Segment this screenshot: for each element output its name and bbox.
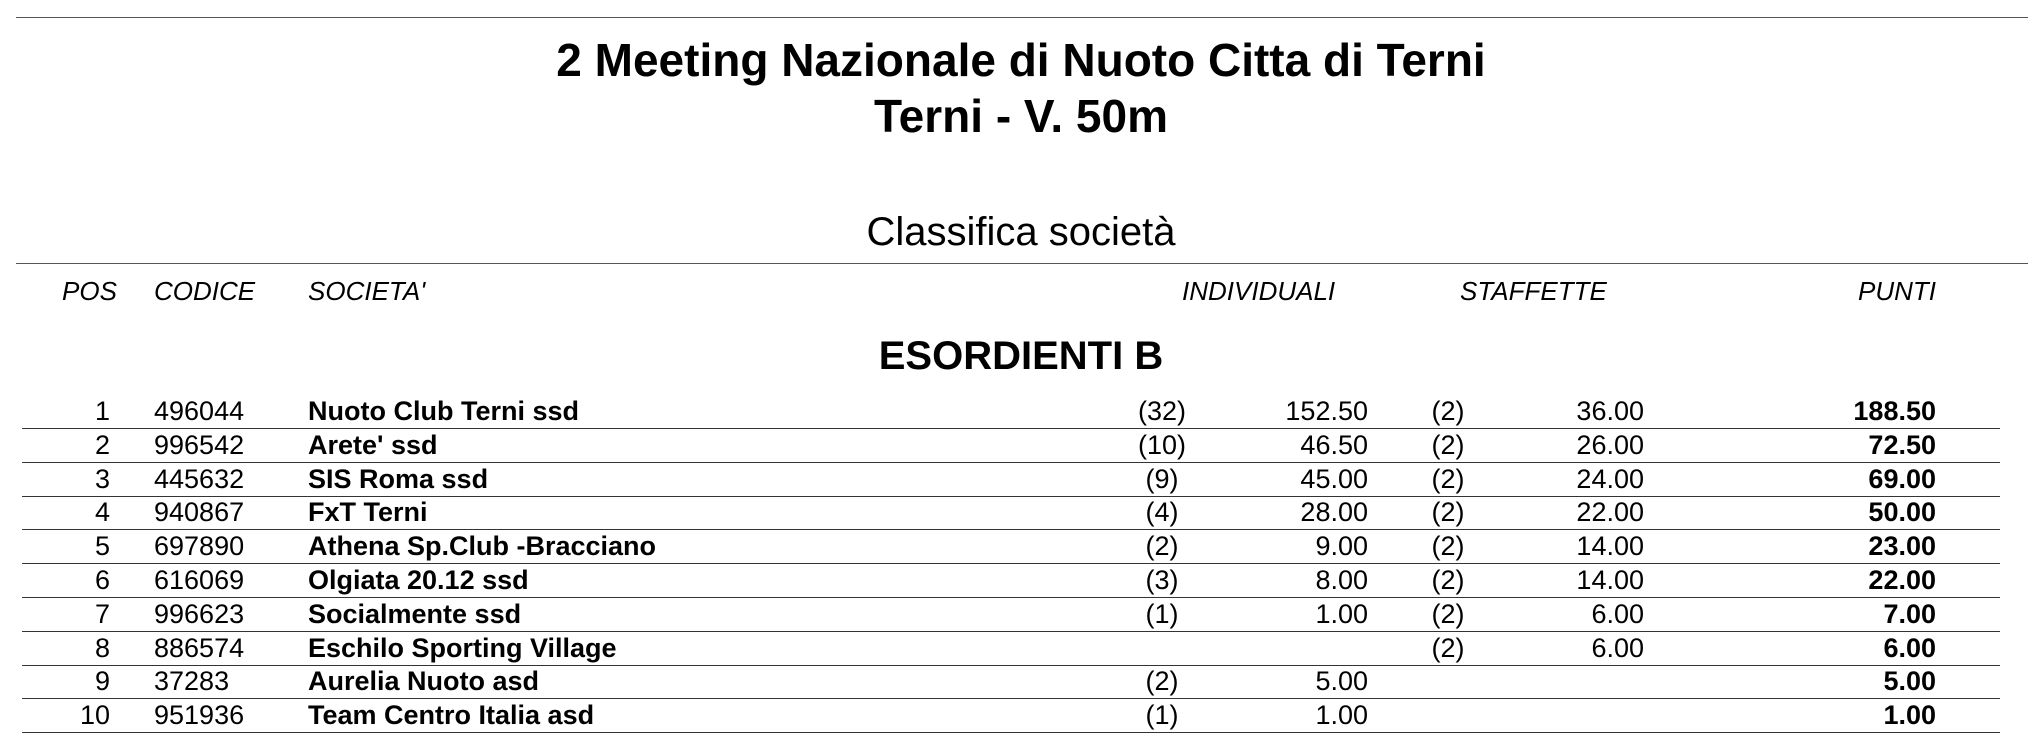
cell-total-points: 23.00 bbox=[1868, 531, 1936, 562]
cell-pos: 4 bbox=[94, 497, 110, 528]
cell-relay-points: 6.00 bbox=[1591, 598, 1644, 629]
col-header-individual: INDIVIDUALI bbox=[1182, 276, 1336, 306]
cell-club: FxT Terni bbox=[308, 497, 428, 528]
cell-individual-points: 1.00 bbox=[1315, 700, 1368, 731]
cell-individual-points: 152.50 bbox=[1285, 396, 1368, 426]
cell-pos: 9 bbox=[94, 666, 110, 697]
category-heading: ESORDIENTI B bbox=[878, 334, 1164, 378]
table-row bbox=[0, 394, 2042, 428]
cell-code: 951936 bbox=[154, 700, 245, 731]
cell-club: Olgiata 20.12 ssd bbox=[308, 565, 529, 595]
cell-club: Aurelia Nuoto asd bbox=[308, 666, 540, 697]
cell-club: Team Centro Italia asd bbox=[308, 700, 595, 731]
cell-club: Socialmente ssd bbox=[308, 598, 522, 629]
cell-relay-count: (2) bbox=[1431, 632, 1465, 663]
cell-relay-points: 26.00 bbox=[1576, 429, 1644, 460]
col-header-pos: POS bbox=[62, 276, 117, 306]
cell-club: SIS Roma ssd bbox=[308, 463, 489, 494]
cell-relay-points: 22.00 bbox=[1576, 497, 1644, 528]
cell-pos: 5 bbox=[94, 531, 110, 562]
page-title-venue: Terni - V. 50m bbox=[873, 90, 1168, 142]
table-row bbox=[0, 664, 2042, 698]
cell-relay-count: (2) bbox=[1431, 565, 1465, 595]
cell-pos: 7 bbox=[94, 598, 110, 629]
col-header-club: SOCIETA' bbox=[308, 276, 426, 306]
cell-code: 996542 bbox=[154, 429, 245, 460]
cell-relay-count: (2) bbox=[1431, 531, 1465, 562]
cell-individual-count: (1) bbox=[1145, 700, 1179, 731]
cell-relay-points: 36.00 bbox=[1576, 396, 1644, 426]
cell-pos: 8 bbox=[94, 632, 110, 663]
row-divider bbox=[22, 732, 2000, 733]
cell-code: 445632 bbox=[154, 463, 245, 494]
cell-individual-points: 28.00 bbox=[1300, 497, 1368, 528]
cell-code: 697890 bbox=[154, 531, 245, 562]
cell-total-points: 5.00 bbox=[1883, 666, 1936, 697]
cell-relay-points: 6.00 bbox=[1591, 632, 1644, 663]
cell-individual-count: (4) bbox=[1145, 497, 1179, 528]
cell-individual-points: 1.00 bbox=[1315, 598, 1368, 629]
top-rule bbox=[16, 17, 2028, 18]
cell-code: 996623 bbox=[154, 598, 245, 629]
cell-relay-points: 14.00 bbox=[1576, 531, 1644, 562]
cell-pos: 3 bbox=[94, 463, 110, 494]
table-row bbox=[0, 495, 2042, 529]
cell-club: Arete' ssd bbox=[308, 429, 438, 460]
table-row bbox=[0, 631, 2042, 665]
cell-individual-count: (32) bbox=[1137, 396, 1186, 426]
cell-relay-count: (2) bbox=[1431, 429, 1465, 460]
cell-pos: 10 bbox=[79, 700, 110, 731]
cell-club: Eschilo Sporting Village bbox=[308, 632, 617, 663]
cell-individual-points: 8.00 bbox=[1315, 565, 1368, 595]
cell-relay-count: (2) bbox=[1431, 463, 1465, 494]
cell-total-points: 188.50 bbox=[1853, 396, 1936, 426]
cell-individual-count: (2) bbox=[1145, 531, 1179, 562]
cell-total-points: 69.00 bbox=[1868, 463, 1936, 494]
cell-pos: 6 bbox=[94, 565, 110, 595]
cell-total-points: 50.00 bbox=[1868, 497, 1936, 528]
cell-relay-count: (2) bbox=[1431, 497, 1465, 528]
cell-total-points: 6.00 bbox=[1883, 632, 1936, 663]
col-header-code: CODICE bbox=[154, 276, 256, 306]
cell-code: 940867 bbox=[154, 497, 245, 528]
cell-code: 616069 bbox=[154, 565, 245, 595]
table-row bbox=[0, 563, 2042, 597]
cell-individual-count: (1) bbox=[1145, 598, 1179, 629]
cell-individual-count: (9) bbox=[1145, 463, 1179, 494]
cell-relay-points: 24.00 bbox=[1576, 463, 1644, 494]
cell-club: Nuoto Club Terni ssd bbox=[308, 396, 579, 426]
cell-individual-points: 45.00 bbox=[1300, 463, 1368, 494]
header-rule bbox=[16, 263, 2028, 264]
cell-code: 886574 bbox=[154, 632, 245, 663]
cell-individual-points: 9.00 bbox=[1315, 531, 1368, 562]
col-header-points: PUNTI bbox=[1858, 276, 1936, 306]
cell-pos: 1 bbox=[94, 396, 110, 426]
table-row bbox=[0, 698, 2042, 732]
cell-code: 496044 bbox=[154, 396, 245, 426]
cell-relay-count: (2) bbox=[1431, 598, 1465, 629]
cell-individual-count: (2) bbox=[1145, 666, 1179, 697]
ranking-subtitle: Classifica società bbox=[866, 210, 1176, 254]
cell-relay-points: 14.00 bbox=[1576, 565, 1644, 595]
table-row bbox=[0, 529, 2042, 563]
cell-pos: 2 bbox=[94, 429, 110, 460]
cell-total-points: 22.00 bbox=[1868, 565, 1936, 595]
table-row bbox=[0, 597, 2042, 631]
page-title: 2 Meeting Nazionale di Nuoto Citta di Terni bbox=[556, 34, 1486, 86]
cell-individual-points: 5.00 bbox=[1315, 666, 1368, 697]
cell-total-points: 1.00 bbox=[1883, 700, 1936, 731]
cell-individual-points: 46.50 bbox=[1300, 429, 1368, 460]
cell-code: 37283 bbox=[154, 666, 230, 697]
cell-relay-count: (2) bbox=[1431, 396, 1465, 426]
cell-individual-count: (3) bbox=[1145, 565, 1179, 595]
cell-individual-count: (10) bbox=[1137, 429, 1186, 460]
table-row bbox=[0, 462, 2042, 496]
cell-club: Athena Sp.Club -Bracciano bbox=[308, 531, 657, 562]
table-row bbox=[0, 428, 2042, 462]
cell-total-points: 72.50 bbox=[1868, 429, 1936, 460]
cell-total-points: 7.00 bbox=[1883, 598, 1936, 629]
col-header-relays: STAFFETTE bbox=[1460, 276, 1607, 306]
